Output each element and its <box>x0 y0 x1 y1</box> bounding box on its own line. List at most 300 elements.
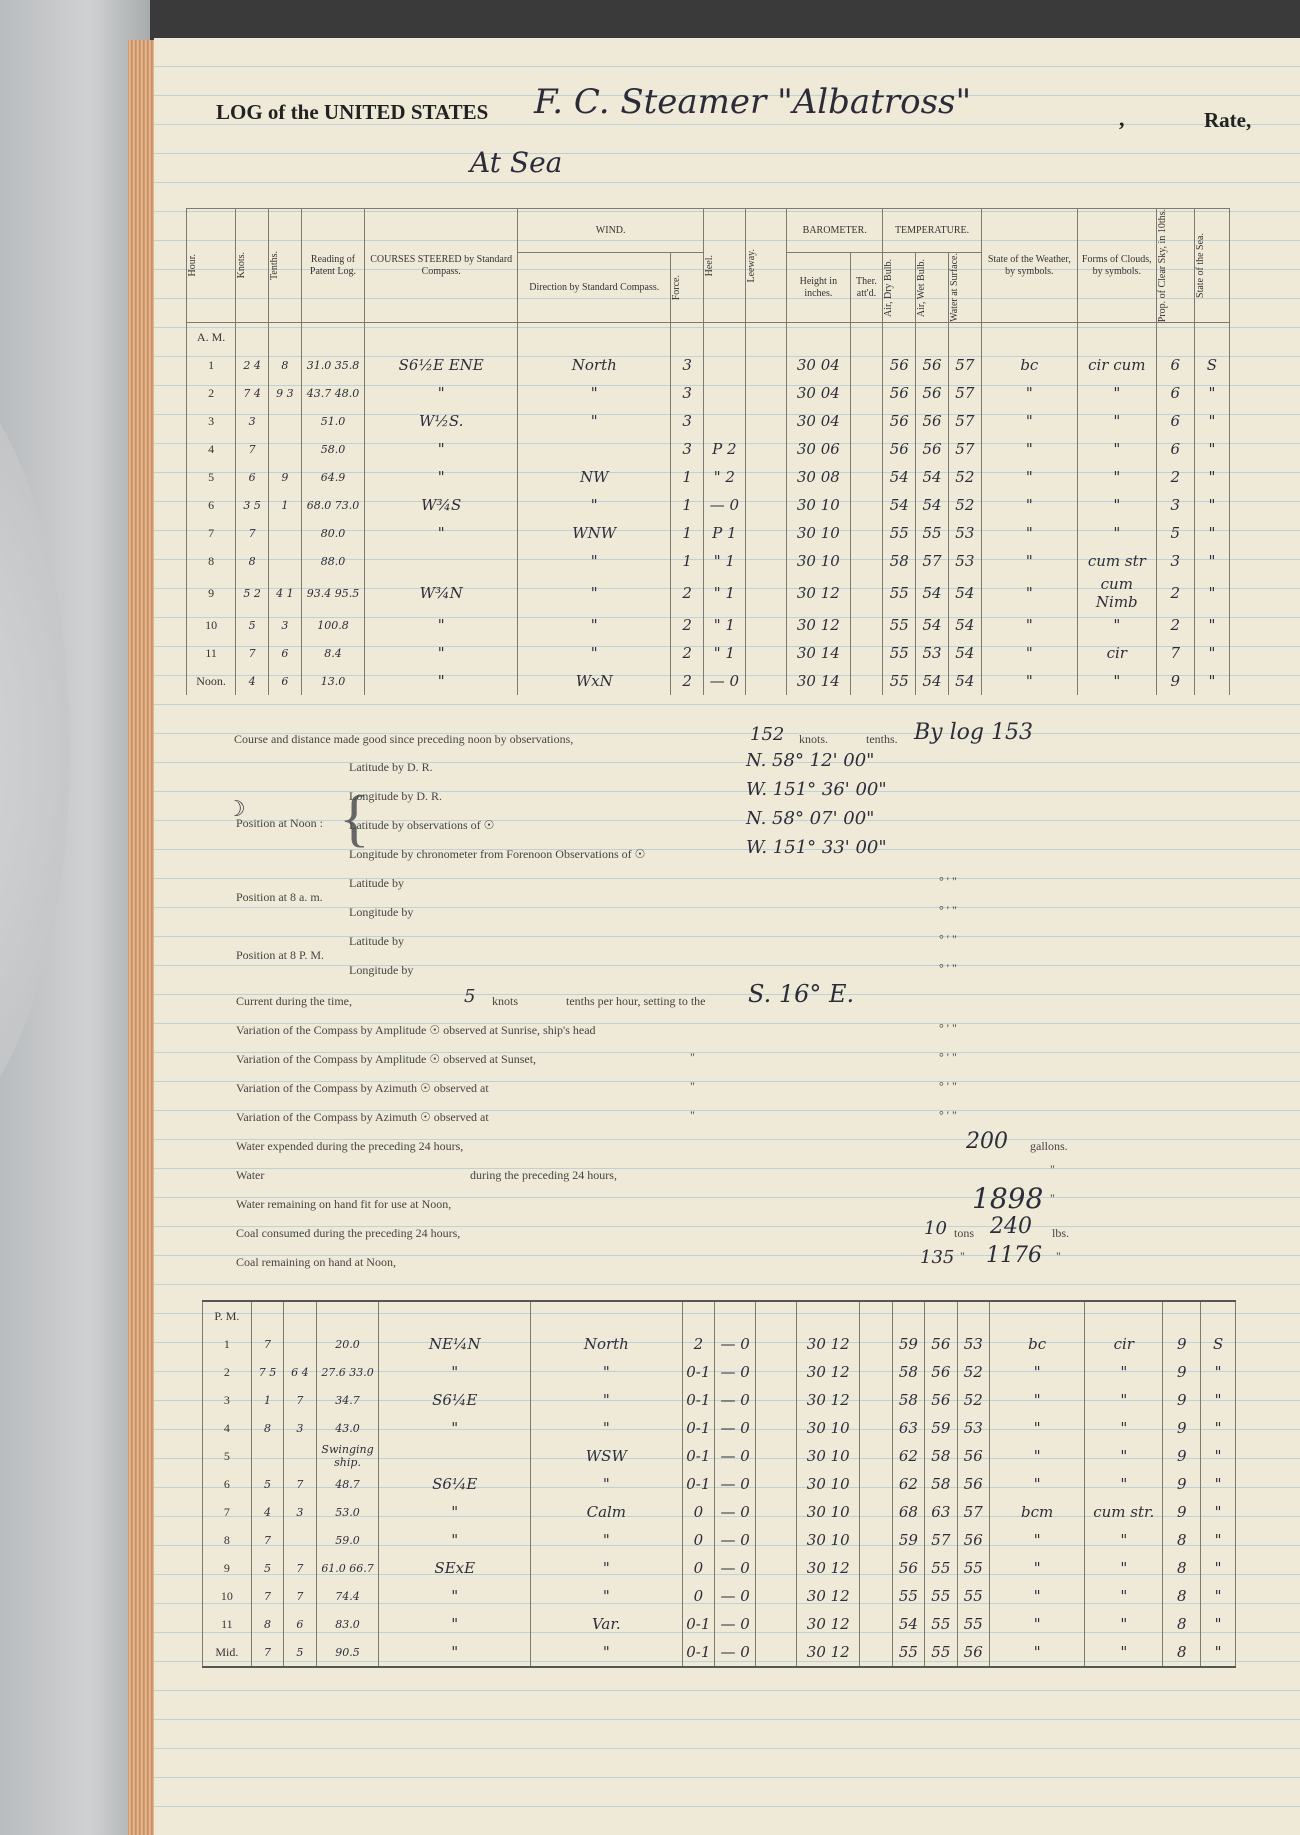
current-label: Current during the time, <box>236 994 352 1008</box>
am-cell-baro: 30 08 <box>787 463 850 491</box>
pm-cell-leeway <box>756 1582 797 1610</box>
pm-cell-sky: 8 <box>1163 1610 1201 1638</box>
col-hour: Hour. <box>187 209 236 323</box>
pm-cell-log: 83.0 <box>316 1610 379 1638</box>
pm-cell-dry: 55 <box>892 1638 924 1667</box>
variation-sunrise-blank: ° ' " <box>939 1021 957 1035</box>
am-cell-wind: " <box>518 379 671 407</box>
am-cell-leeway <box>745 575 787 611</box>
pm-cell-heel: — 0 <box>715 1386 756 1414</box>
am-cell-force: 1 <box>671 547 704 575</box>
pm-cell-baro: 30 10 <box>797 1470 860 1498</box>
am-cell-sky: 2 <box>1156 611 1194 639</box>
pm-cell-baro: 30 12 <box>797 1386 860 1414</box>
am-cell-tenths: 9 <box>268 463 301 491</box>
pm-cell-log: 53.0 <box>316 1498 379 1526</box>
pm-cell-wet: 58 <box>925 1442 957 1470</box>
am-cell-baro: 30 06 <box>787 435 850 463</box>
am-cell-leeway <box>745 611 787 639</box>
pm-cell-leeway <box>756 1358 797 1386</box>
am-cell-heel: " 1 <box>704 639 746 667</box>
pm-cell-course: S6¼E <box>379 1470 531 1498</box>
am-row <box>187 667 1230 695</box>
am-row <box>187 463 1230 491</box>
pm-cell-wind: " <box>531 1554 683 1582</box>
pm-cell-weather: bcm <box>990 1498 1085 1526</box>
pm-cell-log: 20.0 <box>316 1330 379 1358</box>
am-cell-knots: 7 <box>236 435 269 463</box>
am-cell-hour: 11 <box>187 639 236 667</box>
am-rows <box>187 351 1230 695</box>
pm-cell-log: Swinging ship. <box>316 1442 379 1470</box>
pm-row <box>203 1470 1236 1498</box>
pm-cell-force: 0-1 <box>682 1638 714 1667</box>
am-cell-tenths <box>268 435 301 463</box>
col-clear-sky: Prop. of Clear Sky, in 10ths. <box>1156 209 1194 323</box>
by-log-value: By log 153 <box>914 720 1033 745</box>
am-cell-sky: 3 <box>1156 491 1194 519</box>
pm-row <box>203 1638 1236 1667</box>
am-cell-clouds: cum str <box>1077 547 1156 575</box>
pm-cell-ther <box>860 1442 892 1470</box>
pm-cell-water: 52 <box>957 1386 989 1414</box>
pm-cell-knots: 7 <box>251 1582 283 1610</box>
pm-cell-wet: 59 <box>925 1414 957 1442</box>
am-cell-heel: P 1 <box>704 519 746 547</box>
variation-sunset-blank: ° ' " <box>939 1050 957 1064</box>
water-remaining-ditto: " <box>1050 1191 1055 1205</box>
am-cell-clouds: " <box>1077 407 1156 435</box>
am-cell-wet: 54 <box>916 463 949 491</box>
pm-cell-force: 0-1 <box>682 1386 714 1414</box>
am-cell-heel <box>704 351 746 379</box>
pm-cell-wind: WSW <box>531 1442 683 1470</box>
course-knots-value: 152 <box>750 724 785 745</box>
pm-cell-clouds: " <box>1085 1554 1163 1582</box>
am-cell-clouds: " <box>1077 379 1156 407</box>
pm-cell-leeway <box>756 1442 797 1470</box>
am-cell-leeway <box>745 351 787 379</box>
pm-cell-weather: " <box>990 1526 1085 1554</box>
pm-cell-ther <box>860 1414 892 1442</box>
pm-cell-hour: 6 <box>203 1470 252 1498</box>
position-8pm-label: Position at 8 P. M. <box>236 948 325 962</box>
col-wind: WIND. <box>518 209 704 253</box>
am-cell-water: 53 <box>948 547 981 575</box>
am-cell-wind: " <box>518 491 671 519</box>
am-cell-dry: 55 <box>883 639 916 667</box>
water-ditto: " <box>1050 1162 1055 1176</box>
pm-cell-weather: " <box>990 1470 1085 1498</box>
pm-label: P. M. <box>203 1301 252 1330</box>
lon-8pm-blank: ° ' " <box>939 961 957 975</box>
am-cell-weather: " <box>981 519 1077 547</box>
pm-cell-tenths <box>284 1526 316 1554</box>
pm-cell-water: 55 <box>957 1610 989 1638</box>
pm-cell-weather: " <box>990 1610 1085 1638</box>
lon-dr-value: W. 151° 36' 00" <box>746 779 887 800</box>
am-cell-clouds: " <box>1077 435 1156 463</box>
am-cell-leeway <box>745 667 787 695</box>
am-row <box>187 351 1230 379</box>
coal-tons-value: 10 <box>924 1218 947 1239</box>
pm-cell-leeway <box>756 1498 797 1526</box>
pm-cell-knots <box>251 1442 283 1470</box>
brace: { <box>339 782 370 853</box>
pm-cell-ther <box>860 1526 892 1554</box>
position-noon-label: Position at Noon : <box>236 816 324 830</box>
am-cell-water: 53 <box>948 519 981 547</box>
col-baro-ther: Ther. att'd. <box>850 253 883 323</box>
pm-cell-wet: 57 <box>925 1526 957 1554</box>
course-distance-label: Course and distance made good since preceding noon by observations, <box>234 732 574 746</box>
lat-8am-label: Latitude by <box>349 876 404 890</box>
am-cell-leeway <box>745 463 787 491</box>
variation-sunset-ditto: " <box>690 1050 695 1064</box>
am-cell-baro: 30 04 <box>787 407 850 435</box>
pm-cell-dry: 58 <box>892 1358 924 1386</box>
pm-cell-sea: " <box>1201 1638 1236 1667</box>
coal-remaining-ditto-2: " <box>1056 1249 1061 1263</box>
am-cell-dry: 58 <box>883 547 916 575</box>
pm-cell-ther <box>860 1582 892 1610</box>
am-cell-wet: 56 <box>916 351 949 379</box>
pm-cell-force: 2 <box>682 1330 714 1358</box>
am-cell-baro: 30 10 <box>787 547 850 575</box>
pm-cell-clouds: " <box>1085 1470 1163 1498</box>
cover-fold <box>0 350 70 1150</box>
pm-cell-baro: 30 10 <box>797 1526 860 1554</box>
am-cell-sea: " <box>1194 519 1229 547</box>
am-cell-wind: North <box>518 351 671 379</box>
am-cell-wet: 54 <box>916 575 949 611</box>
pm-cell-sea: " <box>1201 1386 1236 1414</box>
pm-cell-hour: 4 <box>203 1414 252 1442</box>
pm-cell-tenths: 3 <box>284 1498 316 1526</box>
pm-cell-sea: " <box>1201 1414 1236 1442</box>
col-baro-height: Height in inches. <box>787 253 850 323</box>
am-cell-wet: 56 <box>916 379 949 407</box>
am-cell-dry: 54 <box>883 463 916 491</box>
am-cell-leeway <box>745 547 787 575</box>
col-weather: State of the Weather, by symbols. <box>981 209 1077 323</box>
am-cell-force: 2 <box>671 639 704 667</box>
col-heel: Heel. <box>704 209 746 323</box>
am-cell-ther <box>850 639 883 667</box>
am-cell-water: 57 <box>948 407 981 435</box>
location: At Sea <box>470 146 563 179</box>
am-cell-hour: 10 <box>187 611 236 639</box>
am-cell-leeway <box>745 519 787 547</box>
pm-cell-force: 0-1 <box>682 1358 714 1386</box>
col-patent-log: Reading of Patent Log. <box>301 209 364 323</box>
am-cell-ther <box>850 547 883 575</box>
am-cell-log: 100.8 <box>301 611 364 639</box>
am-cell-wet: 56 <box>916 407 949 435</box>
pm-cell-weather: " <box>990 1582 1085 1610</box>
col-courses: COURSES STEERED by Standard Compass. <box>365 209 518 323</box>
am-cell-sea: " <box>1194 379 1229 407</box>
am-cell-tenths: 6 <box>268 667 301 695</box>
lat-dr-label: Latitude by D. R. <box>349 760 433 774</box>
am-cell-heel: — 0 <box>704 491 746 519</box>
pm-cell-course: " <box>379 1358 531 1386</box>
pm-cell-heel: — 0 <box>715 1526 756 1554</box>
water-expended-value: 200 <box>966 1129 1008 1154</box>
pm-cell-course: " <box>379 1498 531 1526</box>
am-cell-tenths <box>268 547 301 575</box>
am-cell-sky: 9 <box>1156 667 1194 695</box>
am-label: A. M. <box>187 323 236 352</box>
am-cell-log: 31.0 35.8 <box>301 351 364 379</box>
pm-cell-hour: 2 <box>203 1358 252 1386</box>
am-cell-baro: 30 10 <box>787 519 850 547</box>
pm-cell-dry: 58 <box>892 1386 924 1414</box>
am-cell-ther <box>850 351 883 379</box>
current-tenths-label: tenths per hour, setting to the <box>566 994 706 1008</box>
pm-cell-water: 57 <box>957 1498 989 1526</box>
pm-cell-heel: — 0 <box>715 1582 756 1610</box>
am-cell-dry: 55 <box>883 611 916 639</box>
pm-cell-tenths: 3 <box>284 1414 316 1442</box>
am-cell-wind <box>518 435 671 463</box>
pm-cell-wind: " <box>531 1358 683 1386</box>
col-sea: State of the Sea. <box>1194 209 1229 323</box>
rate-label: Rate, <box>1204 108 1252 132</box>
pm-cell-dry: 56 <box>892 1554 924 1582</box>
pm-cell-weather: bc <box>990 1330 1085 1358</box>
pm-cell-knots: 7 <box>251 1330 283 1358</box>
pm-cell-log: 74.4 <box>316 1582 379 1610</box>
am-cell-course: " <box>365 611 518 639</box>
current-direction: S. 16° E. <box>748 980 855 1008</box>
am-cell-force: 2 <box>671 667 704 695</box>
pm-cell-ther <box>860 1498 892 1526</box>
am-cell-force: 3 <box>671 351 704 379</box>
am-cell-wind: " <box>518 407 671 435</box>
am-cell-hour: 6 <box>187 491 236 519</box>
lon-8am-blank: ° ' " <box>939 903 957 917</box>
am-cell-clouds: " <box>1077 491 1156 519</box>
am-cell-weather: " <box>981 491 1077 519</box>
pm-row <box>203 1554 1236 1582</box>
pm-cell-heel: — 0 <box>715 1498 756 1526</box>
pm-cell-clouds: " <box>1085 1526 1163 1554</box>
pm-cell-sea: " <box>1201 1470 1236 1498</box>
pm-cell-hour: 5 <box>203 1442 252 1470</box>
pm-cell-dry: 63 <box>892 1414 924 1442</box>
pm-cell-hour: 11 <box>203 1610 252 1638</box>
pm-cell-tenths <box>284 1442 316 1470</box>
pm-cell-weather: " <box>990 1638 1085 1667</box>
pm-cell-wet: 56 <box>925 1386 957 1414</box>
pm-cell-clouds: " <box>1085 1638 1163 1667</box>
am-cell-wind: " <box>518 547 671 575</box>
pm-cell-heel: — 0 <box>715 1554 756 1582</box>
pm-cell-weather: " <box>990 1442 1085 1470</box>
pm-cell-baro: 30 12 <box>797 1582 860 1610</box>
pm-cell-log: 90.5 <box>316 1638 379 1667</box>
pm-cell-force: 0-1 <box>682 1442 714 1470</box>
am-row <box>187 435 1230 463</box>
pm-cell-course: S6¼E <box>379 1386 531 1414</box>
pm-cell-knots: 8 <box>251 1414 283 1442</box>
pm-cell-weather: " <box>990 1386 1085 1414</box>
pm-cell-course: SExE <box>379 1554 531 1582</box>
pm-cell-sky: 9 <box>1163 1358 1201 1386</box>
pm-row <box>203 1498 1236 1526</box>
pm-cell-baro: 30 12 <box>797 1358 860 1386</box>
am-cell-sky: 2 <box>1156 575 1194 611</box>
am-cell-course: " <box>365 379 518 407</box>
pm-cell-leeway <box>756 1386 797 1414</box>
pm-cell-leeway <box>756 1414 797 1442</box>
pm-cell-knots: 1 <box>251 1386 283 1414</box>
vessel-name: F. C. Steamer "Albatross" <box>534 82 972 122</box>
pm-row <box>203 1442 1236 1470</box>
coal-remaining-ditto: " <box>960 1249 965 1263</box>
pm-cell-wind: " <box>531 1414 683 1442</box>
am-cell-knots: 5 <box>236 611 269 639</box>
am-cell-wind: " <box>518 575 671 611</box>
variation-azimuth-2-ditto: " <box>690 1108 695 1122</box>
pm-cell-heel: — 0 <box>715 1638 756 1667</box>
coal-lbs-value: 240 <box>990 1214 1032 1239</box>
pm-cell-hour: 7 <box>203 1498 252 1526</box>
pm-cell-dry: 68 <box>892 1498 924 1526</box>
am-cell-sea: " <box>1194 435 1229 463</box>
pm-cell-dry: 59 <box>892 1330 924 1358</box>
pm-cell-sky: 9 <box>1163 1470 1201 1498</box>
am-cell-dry: 56 <box>883 379 916 407</box>
coal-consumed-label: Coal consumed during the preceding 24 hours, <box>236 1226 461 1240</box>
pm-cell-wind: " <box>531 1386 683 1414</box>
pm-cell-wind: Var. <box>531 1610 683 1638</box>
am-cell-clouds: " <box>1077 611 1156 639</box>
pm-cell-hour: 8 <box>203 1526 252 1554</box>
am-cell-sky: 2 <box>1156 463 1194 491</box>
am-cell-baro: 30 04 <box>787 379 850 407</box>
lon-8am-label: Longitude by <box>349 905 414 919</box>
col-force: Force. <box>671 253 704 323</box>
am-cell-water: 54 <box>948 575 981 611</box>
am-row <box>187 611 1230 639</box>
pm-cell-sky: 9 <box>1163 1414 1201 1442</box>
pm-cell-leeway <box>756 1610 797 1638</box>
am-cell-hour: 8 <box>187 547 236 575</box>
am-cell-log: 88.0 <box>301 547 364 575</box>
am-cell-baro: 30 14 <box>787 667 850 695</box>
pm-cell-sky: 9 <box>1163 1498 1201 1526</box>
pm-cell-force: 0 <box>682 1554 714 1582</box>
am-cell-sky: 5 <box>1156 519 1194 547</box>
am-cell-water: 54 <box>948 639 981 667</box>
pm-cell-force: 0 <box>682 1526 714 1554</box>
pm-cell-water: 56 <box>957 1442 989 1470</box>
pm-cell-knots: 7 5 <box>251 1358 283 1386</box>
am-cell-wet: 57 <box>916 547 949 575</box>
am-cell-log: 64.9 <box>301 463 364 491</box>
pm-cell-leeway <box>756 1330 797 1358</box>
knots-label: knots. <box>799 732 829 746</box>
pm-cell-log: 27.6 33.0 <box>316 1358 379 1386</box>
am-cell-sky: 7 <box>1156 639 1194 667</box>
pm-cell-clouds: " <box>1085 1442 1163 1470</box>
pm-row <box>203 1358 1236 1386</box>
pm-cell-baro: 30 10 <box>797 1414 860 1442</box>
am-cell-wind: " <box>518 639 671 667</box>
pm-cell-force: 0-1 <box>682 1470 714 1498</box>
am-cell-sea: S <box>1194 351 1229 379</box>
am-cell-sea: " <box>1194 611 1229 639</box>
col-temperature: TEMPERATURE. <box>883 209 981 253</box>
am-cell-leeway <box>745 491 787 519</box>
am-cell-knots: 3 5 <box>236 491 269 519</box>
pm-cell-sky: 9 <box>1163 1330 1201 1358</box>
am-cell-force: 2 <box>671 611 704 639</box>
pm-cell-wet: 58 <box>925 1470 957 1498</box>
pm-cell-sea: " <box>1201 1554 1236 1582</box>
am-cell-heel: " 1 <box>704 575 746 611</box>
pm-cell-heel: — 0 <box>715 1610 756 1638</box>
am-cell-hour: 7 <box>187 519 236 547</box>
am-cell-force: 3 <box>671 407 704 435</box>
pm-cell-sky: 8 <box>1163 1526 1201 1554</box>
pm-cell-sky: 8 <box>1163 1554 1201 1582</box>
am-cell-sea: " <box>1194 463 1229 491</box>
am-row <box>187 575 1230 611</box>
am-cell-log: 68.0 73.0 <box>301 491 364 519</box>
pm-cell-knots: 7 <box>251 1638 283 1667</box>
pm-cell-course <box>379 1442 531 1470</box>
pm-cell-tenths: 6 4 <box>284 1358 316 1386</box>
water-during-label: during the preceding 24 hours, <box>470 1168 617 1182</box>
am-cell-ther <box>850 491 883 519</box>
am-row <box>187 379 1230 407</box>
am-cell-knots: 2 4 <box>236 351 269 379</box>
pm-rows <box>203 1330 1236 1667</box>
am-cell-wet: 54 <box>916 491 949 519</box>
pm-cell-sea: " <box>1201 1442 1236 1470</box>
am-cell-tenths <box>268 519 301 547</box>
pm-cell-log: 43.0 <box>316 1414 379 1442</box>
am-cell-wet: 54 <box>916 611 949 639</box>
am-cell-water: 57 <box>948 435 981 463</box>
am-cell-clouds: " <box>1077 519 1156 547</box>
pm-cell-ther <box>860 1386 892 1414</box>
am-cell-baro: 30 14 <box>787 639 850 667</box>
pm-cell-tenths: 5 <box>284 1638 316 1667</box>
pm-cell-knots: 8 <box>251 1610 283 1638</box>
pm-cell-dry: 59 <box>892 1526 924 1554</box>
pm-cell-clouds: " <box>1085 1610 1163 1638</box>
am-cell-sky: 6 <box>1156 407 1194 435</box>
am-cell-course: S6½E ENE <box>365 351 518 379</box>
pm-cell-ther <box>860 1330 892 1358</box>
am-cell-heel: P 2 <box>704 435 746 463</box>
pm-cell-wet: 55 <box>925 1554 957 1582</box>
pm-cell-sea: " <box>1201 1526 1236 1554</box>
am-cell-leeway <box>745 407 787 435</box>
am-cell-weather: " <box>981 611 1077 639</box>
am-cell-heel: " 2 <box>704 463 746 491</box>
am-cell-tenths: 6 <box>268 639 301 667</box>
pm-cell-sea: S <box>1201 1330 1236 1358</box>
pm-cell-wind: " <box>531 1638 683 1667</box>
pm-cell-water: 56 <box>957 1470 989 1498</box>
am-cell-clouds: cir <box>1077 639 1156 667</box>
am-cell-tenths: 3 <box>268 611 301 639</box>
